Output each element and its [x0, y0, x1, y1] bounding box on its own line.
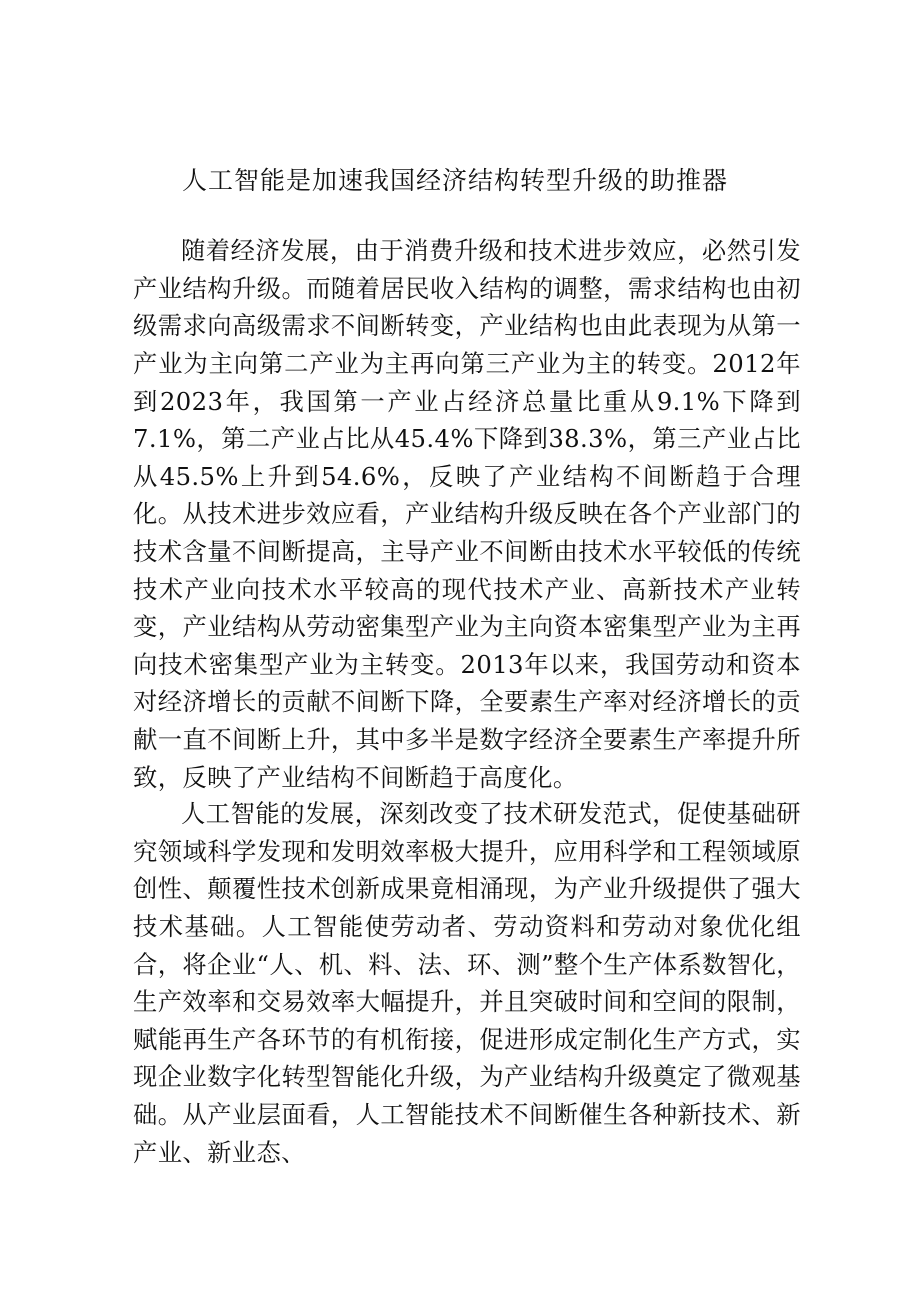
paragraph-industrial-structure: 随着经济发展，由于消费升级和技术进步效应，必然引发产业结构升级。而随着居民收入结构的调整，需求结构也由初级需求向高级需求不间断转变，产业结构也由此表现为从第一产业为主向第二产业为主再向第三产业为主的转变。2012年到2023年，我国第一产业占经济总量比重从9.1%下降到7.1%，第二产业占比从45.4%下降到38.3%，第三产业占比从45.5%上升到54.6%，反映了产业结构不间断趋于合理化。从技术进步效应看，产业结构升级反映在各个产业部门的技术含量不间断提高，主导产业不间断由技术水平较低的传统技术产业向技术水平较高的现代技术产业、高新技术产业转变，产业结构从劳动密集型产业为主向资本密集型产业为主再向技术密集型产业为主转变。2013年以来，我国劳动和资本对经济增长的贡献不间断下降，全要素生产率对经济增长的贡献一直不间断上升，其中多半是数字经济全要素生产率提升所致，反映了产业结构不间断趋于高度化。	[133, 236, 801, 792]
paragraph-ai-development: 人工智能的发展，深刻改变了技术研发范式，促使基础研究领域科学发现和发明效率极大提升，应用科学和工程领域原创性、颠覆性技术创新成果竟相涌现，为产业升级提供了强大技术基础。人工智能使劳动者、劳动资料和劳动对象优化组合，将企业“人、机、料、法、环、测”整个生产体系数智化，生产效率和交易效率大幅提升，并且突破时间和空间的限制，赋能再生产各环节的有机衔接，促进形成定制化生产方式，实现企业数字化转型智能化升级，为产业结构升级奠定了微观基础。从产业层面看，人工智能技术不间断催生各种新技术、新产业、新业态、	[133, 799, 801, 1167]
document-title: 人工智能是加速我国经济结构转型升级的助推器	[182, 166, 729, 195]
